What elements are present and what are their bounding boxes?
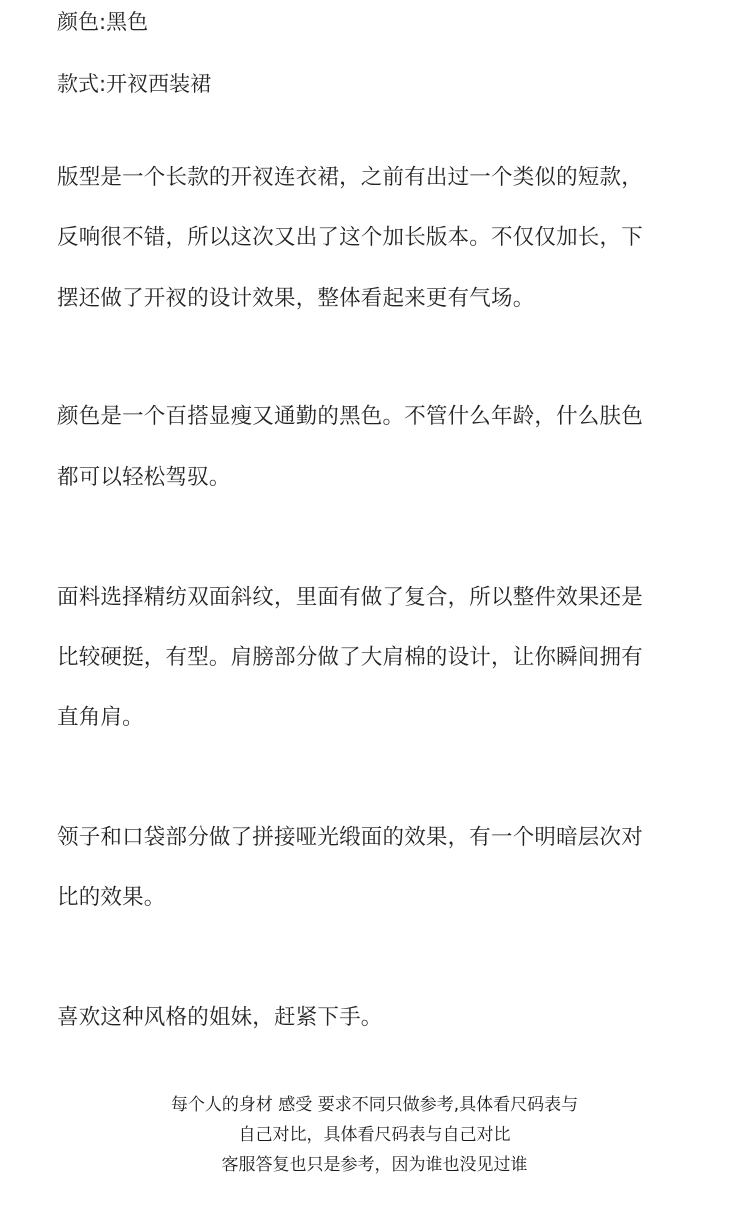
style-spec: 款式:开衩西装裙 — [57, 72, 212, 96]
paragraph-line: 颜色是一个百搭显瘦又通勤的黑色。不管什么年龄，什么肤色 — [57, 404, 643, 429]
paragraph-line: 喜欢这种风格的姐妹，赶紧下手。 — [57, 1005, 383, 1030]
paragraph-line: 摆还做了开衩的设计效果，整体看起来更有气场。 — [57, 286, 535, 311]
paragraph-line: 都可以轻松驾驭。 — [57, 465, 231, 490]
paragraph-line: 比较硬挺，有型。肩膀部分做了大肩棉的设计，让你瞬间拥有 — [57, 645, 643, 670]
paragraph-line: 面料选择精纺双面斜纹，里面有做了复合，所以整件效果还是 — [57, 585, 643, 610]
disclaimer-line: 客服答复也只是参考，因为谁也没见过谁 — [221, 1155, 528, 1175]
disclaimer-line: 每个人的身材 感受 要求不同只做参考,具体看尺码表与 — [170, 1095, 579, 1115]
paragraph-line: 直角肩。 — [57, 705, 144, 730]
paragraph-line: 比的效果。 — [57, 885, 166, 910]
disclaimer-line: 自己对比，具体看尺码表与自己对比 — [238, 1125, 511, 1145]
paragraph-line: 版型是一个长款的开衩连衣裙，之前有出过一个类似的短款， — [57, 165, 643, 190]
paragraph-line: 反响很不错，所以这次又出了这个加长版本。不仅仅加长，下 — [57, 225, 643, 250]
color-spec: 颜色:黑色 — [57, 10, 149, 34]
paragraph-line: 领子和口袋部分做了拼接哑光缎面的效果，有一个明暗层次对 — [57, 825, 643, 850]
